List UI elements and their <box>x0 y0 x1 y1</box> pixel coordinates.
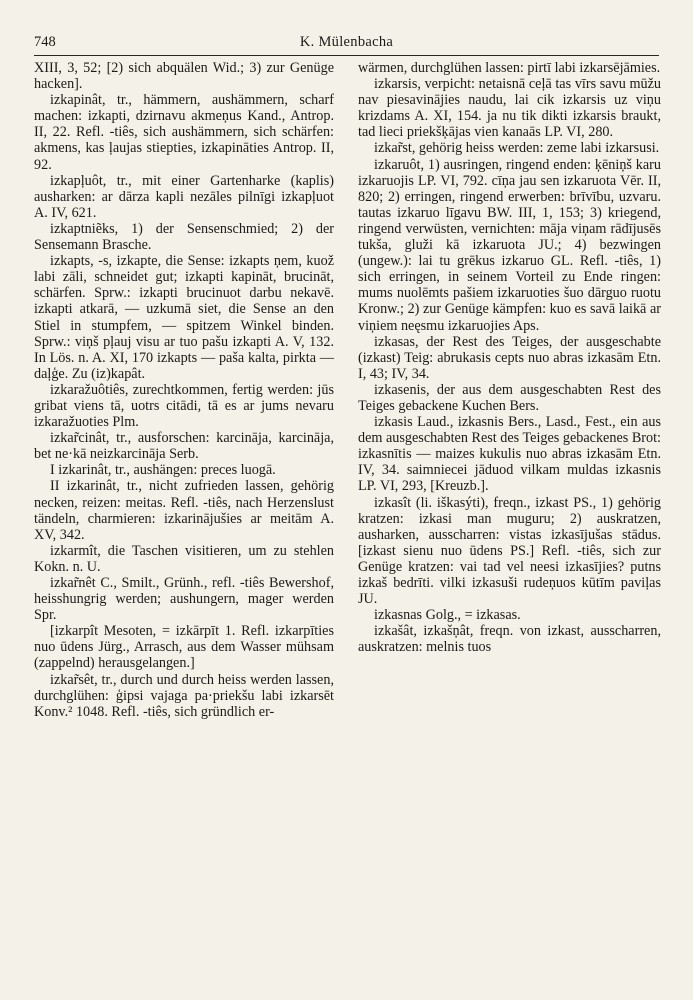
entry: izkapinât, tr., hämmern, aushämmern, scharf machen: izkapti, dzirnavu akmeņus Kand., Antrop. II, 22. Refl. -tiês, sich aushämmern, sich schärfen: akmens, kas ļaujas stiepties, izkapināties Antrop. II, 92. <box>34 92 334 173</box>
entry: izkar̃nêt C., Smilt., Grünh., refl. -tiês Bewershof, heisshungrig werden; aushungern, mager werden Spr. <box>34 575 334 624</box>
entry: izkapļuôt, tr., mit einer Gartenharke (kaplis) ausharken: ar dārza kapli nezāles pilnīgi izkapļuot A. IV, 621. <box>34 172 334 221</box>
entry: [izkarpît Mesoten, = izkārpīt 1. Refl. izkarpīties nuo ūdens Jürg., Arrasch, aus dem Wasser mühsam (zappelnd) herausgelangen.] <box>34 623 334 672</box>
entry: izkasnas Golg., = izkasas. <box>374 607 521 624</box>
entry: izkasenis, der aus dem ausgeschabten Rest des Teiges gebackene Kuchen Bers. <box>358 381 661 414</box>
entry: izkar̃st, gehörig heiss werden: zeme labi izkarsusi. <box>374 140 660 157</box>
entry: II izkarinât, tr., nicht zufrieden lassen, gehörig necken, reizen: meitas. Refl. -tiês, nach Herzenslust tändeln, charmieren: izkarinājušies ar meitām A. XV, 342. <box>34 478 334 543</box>
header-rule <box>34 55 659 56</box>
left-column <box>34 60 334 720</box>
entry: izkaruôt, 1) ausringen, ringend enden: ķēniņš karu izkaruojis LP. VI, 792. cīņa jau sen izkaruota Vēr. II, 820; 2) erringen, ringend erwerben: brīvību, uzvaru. tautas izkaruo līgavu BW. III, 1, 153; 3) kriegend, ringend verwüsten, vernichten: māja viņam rādījusēs tukša, gluži kā izkaruota JU.; 4) bezwingen (ungew.): lai tu grēkus izkaruo GL. Refl. -tiês, 1) sich erringen, in seinem Vorteil zu Ende ringen: mums nuolēmts pašiem izkaruoties šuo dārguo ruotu Kronw.; 2) zur Genüge kämpfen: kuo es savā laikā ar viņiem neęsmu izkaruojies Aps. <box>358 156 661 334</box>
entry: izkasît (li. iškasýti), freqn., izkast PS., 1) gehörig kratzen: izkasi man muguru; 2) auskratzen, ausharken, ausscharren: vistas izkasījušas stādus. [izkast sienu nuo ūdens PS.] Refl. -tiês, sich zur Genüge kratzen: vai tad vel neesi izkasījies? putns izkaš bedrīti. vilki izkasuši rudeņuos kūtīm paviļas JU. <box>358 494 661 608</box>
page-number: 748 <box>34 34 56 50</box>
running-title: K. Mülenbacha <box>299 34 394 50</box>
entry: izkasis Laud., izkasnis Bers., Lasd., Fest., ein aus dem ausgeschabten Rest des Teiges gebackenes Brot: izkasnītis — maizes kukulis nuo abras izkasām Etn. IV, 34. saimniecei jāduod vilkam muldas izkasnis LP. VI, 293, [Kreuzb.]. <box>358 414 661 495</box>
entry: izkašât, izkašņât, freqn. von izkast, ausscharren, auskratzen: melnis tuos <box>358 623 661 656</box>
entry: izkaptniẽks, 1) der Sensenschmied; 2) der Sensemann Brasche. <box>34 220 334 254</box>
entry: wärmen, durchglühen lassen: pirtī labi izkarsējāmies. <box>358 60 661 76</box>
entry: izkasas, der Rest des Teiges, der ausgeschabte (izkast) Teig: abrukasis cepts nuo abras izkasām Etn. I, 43; IV, 34. <box>358 333 661 382</box>
entry: XIII, 3, 52; [2) sich abquälen Wid.; 3) zur Genüge hacken]. <box>34 60 334 93</box>
entry: izkarsis, verpicht: netaisnā ceļā tas vīrs savu mūžu nav piesavinājies naudu, lai cik izkarsis uz viņu krizdams A. XI, 154. ja nu tik dikti izkarsis braukt, tad lieci priekšķājas vien kanaās LP. VI, 280. <box>358 76 661 141</box>
entry: I izkarinât, tr., aushängen: preces luogā. <box>50 462 276 479</box>
entry: izkaražuôtiês, zurechtkommen, fertig werden: jūs gribat viens tā, uotrs citādi, tā es ar jums nevaru izkaražuoties Plm. <box>34 381 334 431</box>
page-header <box>34 34 659 56</box>
entry: izkar̃sêt, tr., durch und durch heiss werden lassen, durchglühen: ģipsi vajaga pa·priekšu labi izkarsēt Konv.² 1048. Refl. -tiês, sich gründlich er- <box>34 671 334 720</box>
right-column <box>358 60 661 655</box>
entry: izkarmît, die Taschen visitieren, um zu stehlen Kokn. n. U. <box>34 542 334 575</box>
entry: izkar̃cinât, tr., ausforschen: karcināja, karcināja, bet ne·kā neizkarcināja Serb. <box>34 430 334 463</box>
entry: izkapts, -s, izkapte, die Sense: izkapts ņem, kuož labi zāli, schneidet gut; izkapti kapināt, brucināt, schärfen. Sprw.: izkapti brucinuot darbu nekavē. izkapti atkarā, — uzkumā siet, die Sense an den Stiel in stumpfem, — spitzem Winkel binden. Sprw.: viņš pļauj visu ar tuo pašu izkapti A. V, 132. In Lös. n. A. XI, 170 izkapts — paša kalta, pirkta — daļģe. Zu (iz)kapât. <box>34 253 334 382</box>
